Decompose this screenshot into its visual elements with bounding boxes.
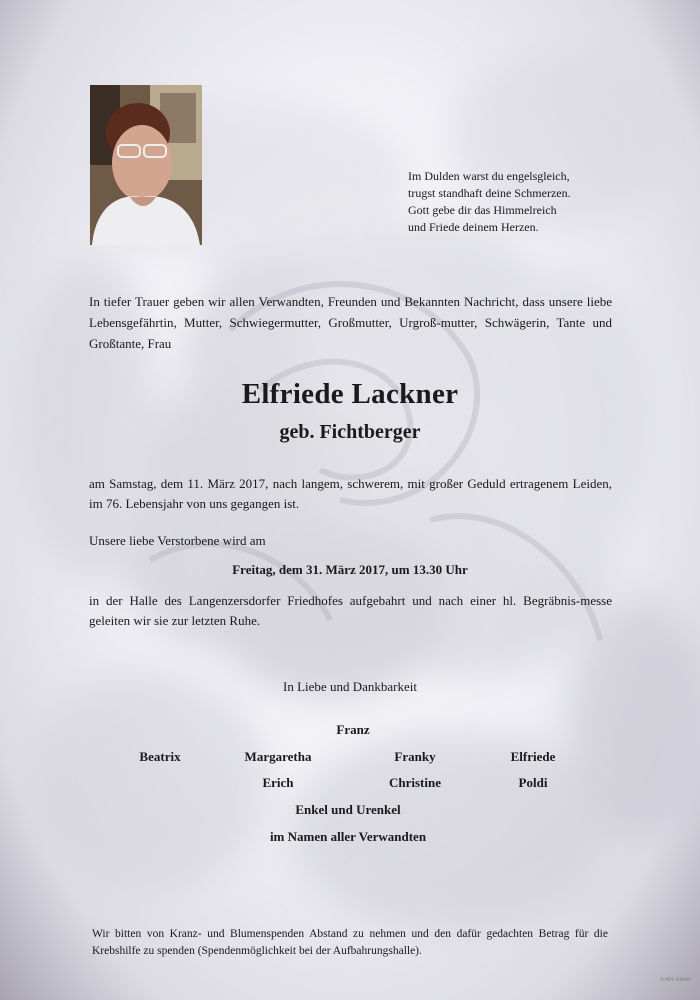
poem-line: und Friede deinem Herzen. xyxy=(408,220,539,234)
burial-intro: Unsere liebe Verstorbene wird am xyxy=(89,533,266,548)
portrait-photo xyxy=(90,85,202,245)
signature-beatrix: Beatrix xyxy=(139,749,181,764)
deceased-name: Elfriede Lackner xyxy=(241,378,459,410)
poem-line: Im Dulden warst du engelsgleich, xyxy=(408,169,570,183)
poem-line: trugst standhaft deine Schmerzen. xyxy=(408,186,571,200)
signature-margaretha: Margaretha xyxy=(244,749,312,764)
signature-franky: Franky xyxy=(394,749,436,764)
burial-details: in der Halle des Langenzersdorfer Friedhofes aufgebahrt und nach einer hl. Begräbnis-messe geleiten wir sie zur letzten Ruhe. xyxy=(89,593,612,628)
signature-christine: Christine xyxy=(389,775,441,790)
signature-elfriede: Elfriede xyxy=(510,749,556,764)
closing-line: In Liebe und Dankbarkeit xyxy=(283,679,417,694)
poem-line: Gott gebe dir das Himmelreich xyxy=(408,203,557,217)
signature-poldi: Poldi xyxy=(518,775,548,790)
donation-request: Wir bitten von Kranz- und Blumenspenden Abstand zu nehmen und den dafür gedachten Betrag für die Krebshilfe zu spenden (Spendenmöglichkeit bei der Aufbahrungshalle). xyxy=(92,928,608,957)
signature-erich: Erich xyxy=(262,775,294,790)
death-notice: am Samstag, dem 11. März 2017, nach langem, schwerem, mit großer Geduld ertragenem Leiden, im 76. Lebensjahr von uns gegangen ist. xyxy=(89,476,612,511)
printer-mark: © PBV 000000 xyxy=(660,978,691,983)
announcement-intro: In tiefer Trauer geben wir allen Verwandten, Freunden und Bekannten Nachricht, dass unsere liebe Lebensgefährtin, Mutter, Schwiegermutter, Großmutter, Urgroß-mutter, Schwägerin, Tante und Großtante, Frau xyxy=(89,294,612,351)
birth-name: geb. Fichtberger xyxy=(279,421,421,443)
signature-franz: Franz xyxy=(336,722,370,737)
signature-grandchildren: Enkel und Urenkel xyxy=(295,802,401,817)
burial-date: Freitag, dem 31. März 2017, um 13.30 Uhr xyxy=(232,562,468,577)
signature-relatives: im Namen aller Verwandten xyxy=(269,829,427,844)
memorial-poem xyxy=(408,168,648,236)
